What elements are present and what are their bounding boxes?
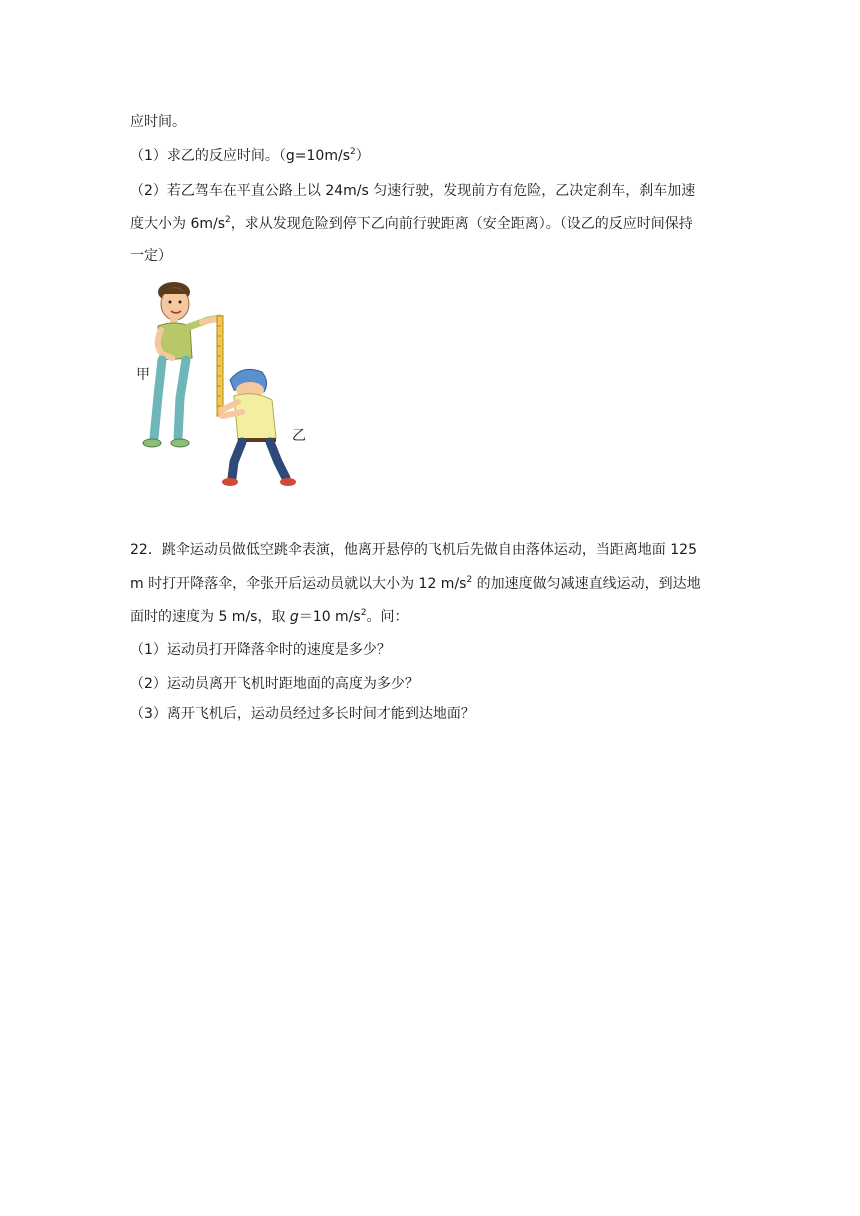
ruler-shape xyxy=(217,316,223,416)
text: （1）运动员打开降落伞时的速度是多少？ xyxy=(130,642,391,658)
text: 一定） xyxy=(130,248,172,264)
text: （2）运动员离开飞机时距地面的高度为多少？ xyxy=(130,676,419,692)
text: （1）求乙的反应时间。（g=10m/s xyxy=(130,148,350,164)
person-b-figure xyxy=(222,369,296,486)
text: 。问： xyxy=(366,609,409,625)
label-person-b: 乙 xyxy=(292,428,306,444)
q22-part3 xyxy=(130,704,475,724)
person-a-figure xyxy=(143,282,220,447)
q22-part1 xyxy=(130,640,391,660)
text: （2）若乙驾车在平直公路上以 24m/s 匀速行驶，发现前方有危险，乙决定刹车，刹车加速 xyxy=(130,183,696,199)
q21-continuation-line xyxy=(130,112,186,132)
illustration-svg xyxy=(130,278,310,490)
superscript: 2 xyxy=(360,608,367,618)
label-person-a: 甲 xyxy=(136,367,150,383)
text: ，求从发现危险到停下乙向前行驶距离（安全距离）。（设乙的反应时间保持 xyxy=(230,216,693,232)
q22-part2 xyxy=(130,674,419,694)
q21-part2-line2 xyxy=(130,214,693,234)
q22-line3 xyxy=(130,607,408,627)
q21-part2-line1 xyxy=(130,181,695,201)
q21-part2-line3 xyxy=(130,246,172,266)
text: （3）离开飞机后，运动员经过多长时间才能到达地面？ xyxy=(130,706,475,722)
q21-part1 xyxy=(130,146,370,166)
text: m 时打开降落伞，伞张开后运动员就以大小为 12 m/s xyxy=(130,576,467,592)
text: 面时的速度为 5 m/s，取 xyxy=(130,609,290,625)
reaction-time-illustration xyxy=(130,278,310,490)
text: 的加速度做匀减速直线运动，到达地 xyxy=(472,576,701,592)
superscript: 2 xyxy=(225,215,231,225)
text: 度大小为 6m/s xyxy=(130,216,226,232)
g-symbol: g xyxy=(289,609,299,625)
superscript: 2 xyxy=(466,575,473,585)
q22-line1 xyxy=(130,540,697,560)
text: ） xyxy=(355,148,370,164)
text: 22．跳伞运动员做低空跳伞表演，他离开悬停的飞机后先做自由落体运动，当距离地面 125 xyxy=(130,542,697,558)
superscript: 2 xyxy=(350,147,356,157)
q22-line2 xyxy=(130,574,701,594)
text: 应时间。 xyxy=(130,114,186,130)
text: ＝10 m/s xyxy=(298,609,361,625)
